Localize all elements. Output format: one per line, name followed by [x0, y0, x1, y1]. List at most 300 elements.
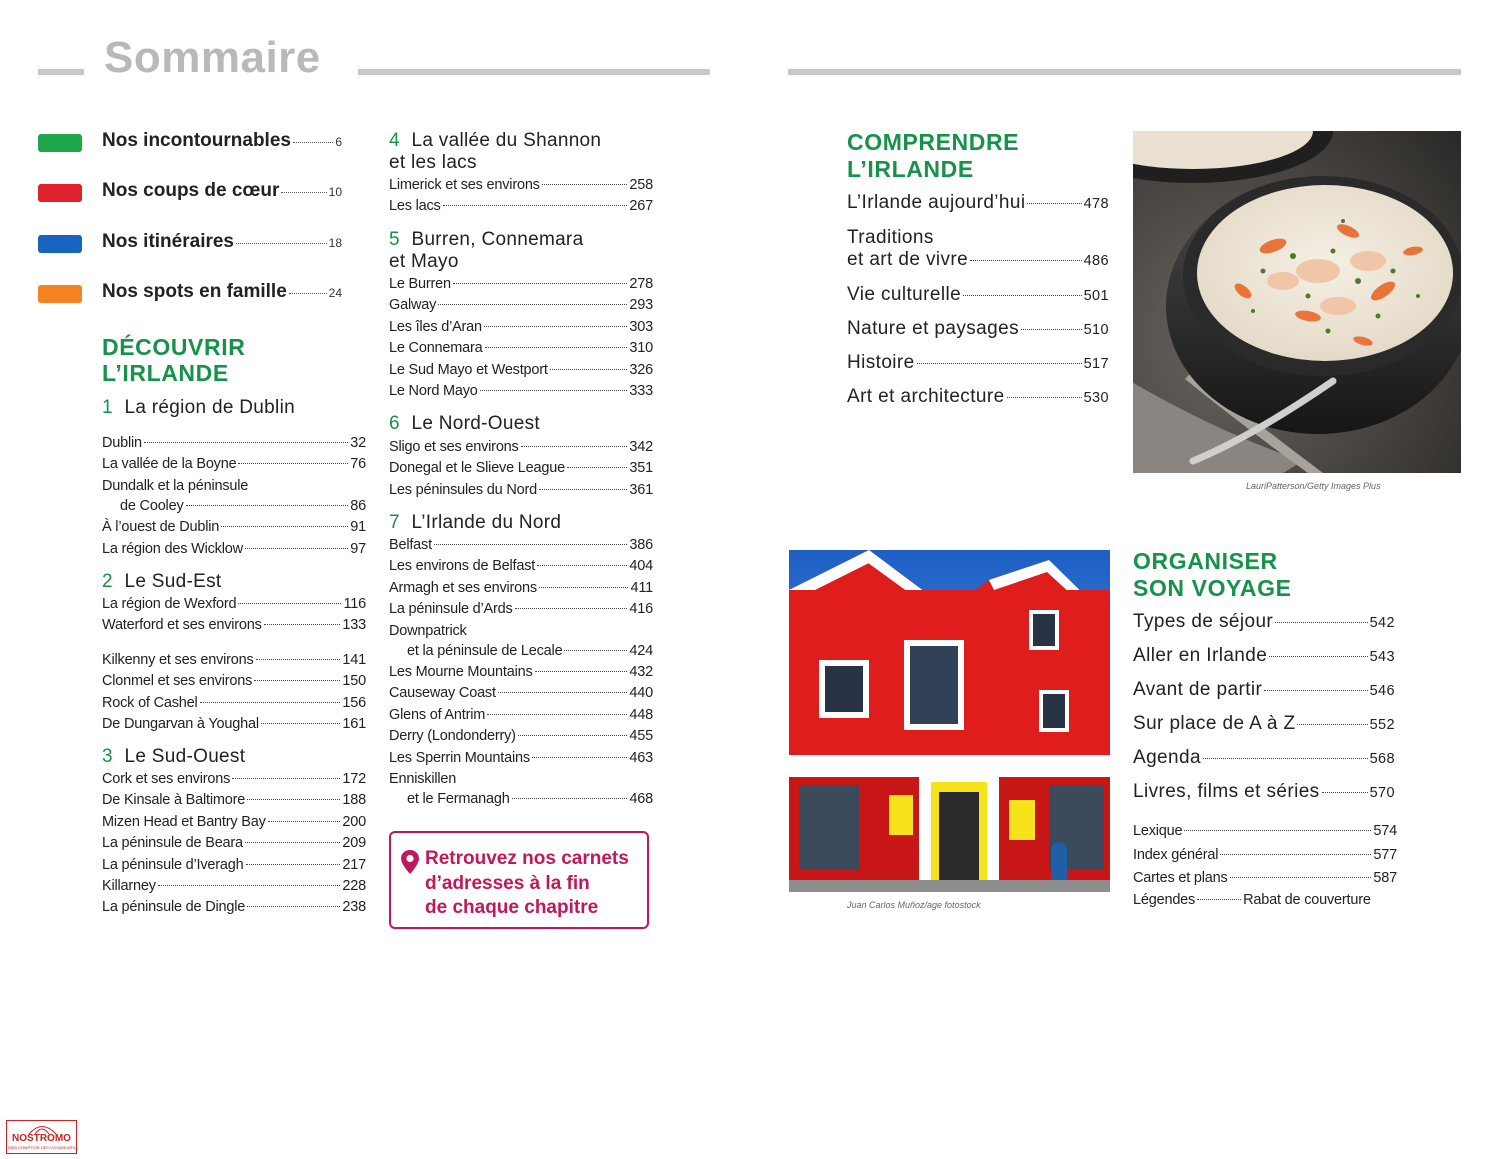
toc-entry[interactable]: [389, 317, 653, 338]
toc-entry[interactable]: [389, 578, 653, 599]
toc-label: Légendes: [1133, 892, 1196, 908]
chapter-number: 6: [389, 413, 400, 434]
toc-label: La région des Wicklow: [102, 540, 243, 557]
toc-page: 468: [629, 790, 653, 807]
toc-label: Agenda: [1133, 747, 1201, 768]
chapter-5-title[interactable]: [389, 229, 583, 273]
dot-leader: [293, 142, 333, 143]
dot-leader: [247, 799, 340, 800]
photo-credit-top: LauriPatterson/Getty Images Plus: [1246, 481, 1381, 491]
chapter-label: et les lacs: [389, 152, 477, 173]
red-swatch: [38, 184, 82, 202]
dot-leader: [268, 821, 341, 822]
toc-entry[interactable]: [389, 458, 653, 479]
toc-label: Les Sperrin Mountains: [389, 749, 530, 766]
toc-label: Kilkenny et ses environs: [102, 652, 254, 668]
toc-entry[interactable]: [389, 274, 653, 295]
chapter-4-title[interactable]: [389, 130, 601, 174]
chowder-photo: [1133, 131, 1461, 473]
dot-leader: [970, 260, 1081, 261]
toc-page: 546: [1369, 683, 1395, 699]
dot-leader: [535, 671, 628, 672]
toc-entry[interactable]: [389, 338, 653, 359]
dot-leader: [564, 650, 627, 651]
toc-page: 228: [342, 877, 366, 894]
toc-label: De Kinsale à Baltimore: [102, 792, 246, 809]
toc-entry[interactable]: [102, 454, 366, 475]
toc-entry[interactable]: [1133, 867, 1397, 889]
dot-leader: [512, 798, 628, 799]
toc-entry[interactable]: [102, 769, 366, 790]
toc-label: Histoire: [847, 352, 915, 373]
toc-page: 238: [342, 899, 366, 916]
highlight-label: Nos itinéraires: [102, 231, 234, 252]
toc-entry[interactable]: [102, 594, 366, 615]
chapter-1-list: [102, 433, 366, 560]
toc-label: Livres, films et séries: [1133, 781, 1320, 802]
chapter-number: 4: [389, 130, 400, 151]
toc-entry[interactable]: [389, 175, 653, 196]
toc-entry[interactable]: [847, 284, 1109, 318]
toc-label: Cork et ses environs: [102, 771, 231, 787]
toc-label: Belfast: [389, 537, 432, 553]
toc-entry[interactable]: [389, 769, 653, 789]
section-title-line: L’IRLANDE: [102, 360, 229, 386]
highlight-page: 10: [328, 185, 342, 199]
orange-swatch: [38, 285, 82, 303]
toc-page: 267: [629, 198, 653, 215]
dot-leader: [487, 714, 627, 715]
photo-credit-bottom: Juan Carlos Muñoz/age fotostock: [847, 900, 981, 910]
toc-label: Art et architecture: [847, 386, 1005, 407]
chapter-number: 5: [389, 229, 400, 250]
dot-leader: [532, 757, 628, 758]
toc-label: La péninsule d’Ards: [389, 601, 513, 618]
toc-page: 386: [629, 537, 653, 553]
toc-page: 486: [1083, 253, 1109, 269]
toc-page: 510: [1083, 322, 1109, 338]
section-title-line: DÉCOUVRIR: [102, 334, 246, 360]
toc-label: Nature et paysages: [847, 318, 1019, 339]
toc-label: et la péninsule de Lecale: [407, 642, 563, 659]
toc-label: Les péninsules du Nord: [389, 481, 537, 498]
toc-entry[interactable]: [389, 726, 653, 747]
toc-page: 478: [1083, 196, 1109, 212]
section-title-comprendre: [847, 129, 1019, 183]
chapter-label: Burren, Connemara: [411, 229, 584, 250]
toc-entry[interactable]: [102, 517, 366, 538]
chapter-label: L’Irlande du Nord: [411, 512, 562, 533]
toc-entry[interactable]: [102, 855, 366, 876]
toc-page: 258: [629, 177, 653, 193]
toc-entry[interactable]: [1133, 713, 1395, 747]
toc-label: Le Burren: [389, 276, 451, 292]
toc-entry[interactable]: [102, 812, 366, 833]
toc-page: 91: [350, 519, 366, 536]
dot-leader: [539, 489, 627, 490]
logo-name: NOSTROMO: [12, 1133, 71, 1144]
toc-label: L’Irlande aujourd’hui: [847, 192, 1026, 213]
dot-leader: [1297, 724, 1367, 725]
chapter-3-title[interactable]: [102, 746, 245, 768]
toc-page: 32: [350, 435, 366, 451]
dot-leader: [281, 192, 326, 193]
toc-label: et art de vivre: [847, 249, 969, 270]
toc-label: Sligo et ses environs: [389, 439, 519, 455]
chapter-7-title[interactable]: [389, 512, 561, 534]
blue-swatch: [38, 235, 82, 253]
section-title-organiser: [1133, 548, 1292, 602]
toc-entry[interactable]: [847, 249, 1109, 284]
toc-entry[interactable]: [1133, 747, 1395, 781]
toc-page: 432: [629, 663, 653, 680]
toc-entry[interactable]: [102, 714, 366, 735]
dot-leader: [1275, 622, 1367, 623]
toc-label: La péninsule de Beara: [102, 835, 243, 852]
toc-page: 530: [1083, 390, 1109, 406]
highlight-label: Nos spots en famille: [102, 281, 287, 302]
toc-page: 416: [629, 601, 653, 618]
toc-page: 116: [343, 596, 366, 612]
toc-label: Rock of Cashel: [102, 694, 198, 711]
toc-label: Mizen Head et Bantry Bay: [102, 813, 266, 830]
toc-label: Sur place de A à Z: [1133, 713, 1296, 734]
comprendre-list: [847, 192, 1109, 420]
toc-entry[interactable]: [1133, 781, 1395, 815]
highlight-page: 6: [335, 135, 342, 149]
chapter-number: 3: [102, 746, 113, 767]
toc-page: 361: [629, 481, 653, 498]
dot-leader: [261, 723, 341, 724]
highlight-page: 18: [328, 236, 342, 250]
toc-entry[interactable]: [389, 748, 653, 769]
toc-entry[interactable]: [847, 352, 1109, 386]
chapter-2-title[interactable]: [102, 571, 221, 593]
toc-page: 76: [350, 456, 366, 473]
dot-leader: [518, 735, 628, 736]
chapter-label: La vallée du Shannon: [411, 130, 602, 151]
toc-label: Les îles d’Aran: [389, 318, 482, 335]
toc-entry[interactable]: [389, 599, 653, 620]
dot-leader: [539, 587, 629, 588]
dot-leader: [1269, 656, 1367, 657]
toc-entry[interactable]: [389, 683, 653, 704]
map-pin-icon: [400, 849, 420, 875]
notice-line: de chaque chapitre: [425, 897, 599, 918]
section-title-line: SON VOYAGE: [1133, 575, 1292, 601]
section-title-line: COMPRENDRE: [847, 129, 1020, 155]
chapter-3-list: [102, 769, 366, 919]
toc-page: 333: [629, 382, 653, 399]
toc-entry[interactable]: [1133, 889, 1397, 911]
header-rule-right: [788, 69, 1461, 75]
toc-entry[interactable]: [102, 671, 366, 692]
toc-label: Cartes et plans: [1133, 870, 1228, 886]
toc-page: 217: [342, 856, 366, 873]
toc-entry[interactable]: [389, 662, 653, 683]
chapter-label: Le Nord-Ouest: [411, 413, 540, 434]
toc-page: 97: [350, 540, 366, 557]
highlight-spots-famille[interactable]: [38, 281, 358, 307]
toc-entry[interactable]: [102, 539, 366, 560]
red-building-illustration: [789, 550, 1110, 892]
dot-leader: [1220, 854, 1371, 855]
dot-leader: [158, 885, 341, 886]
toc-entry[interactable]: [102, 650, 366, 671]
dot-leader: [498, 692, 628, 693]
toc-label: Types de séjour: [1133, 611, 1274, 632]
dot-leader: [480, 390, 628, 391]
toc-label: Les lacs: [389, 198, 441, 215]
dot-leader: [542, 184, 628, 185]
toc-entry[interactable]: [389, 196, 653, 217]
dot-leader: [236, 243, 327, 244]
toc-label: À l’ouest de Dublin: [102, 519, 220, 536]
highlight-incontournables[interactable]: [38, 130, 358, 156]
dot-leader: [917, 363, 1082, 364]
dot-leader: [1007, 397, 1082, 398]
dot-leader: [1027, 203, 1081, 204]
toc-entry[interactable]: [102, 897, 366, 918]
toc-page: 209: [342, 835, 366, 852]
chapter-label: Le Sud-Est: [124, 571, 222, 592]
dot-leader: [264, 624, 341, 625]
dot-leader: [434, 544, 627, 545]
toc-label: La péninsule de Dingle: [102, 899, 246, 916]
toc-label: Derry (Londonderry): [389, 728, 516, 745]
toc-entry[interactable]: [389, 480, 653, 501]
toc-page: 577: [1373, 847, 1397, 863]
toc-page: 278: [629, 276, 653, 292]
section-title-decouvrir: [102, 334, 245, 386]
address-notice-box: [389, 831, 649, 929]
toc-page: 587: [1373, 870, 1397, 886]
toc-entry[interactable]: [389, 535, 653, 556]
dot-leader: [232, 778, 340, 779]
chapter-number: 7: [389, 512, 400, 533]
dot-leader: [438, 304, 627, 305]
toc-entry[interactable]: [102, 496, 366, 517]
toc-page: 574: [1373, 823, 1397, 839]
toc-page: 568: [1369, 751, 1395, 767]
toc-entry[interactable]: [389, 437, 653, 458]
toc-page: 517: [1083, 356, 1109, 372]
organiser-list: [1133, 611, 1395, 815]
dot-leader: [1021, 329, 1082, 330]
toc-entry[interactable]: [847, 386, 1109, 420]
toc-page: 342: [629, 439, 653, 455]
toc-page: 424: [629, 642, 653, 659]
toc-page: 141: [342, 652, 366, 668]
toc-entry[interactable]: [389, 705, 653, 726]
chapter-5-list: [389, 274, 653, 402]
toc-label: Les Mourne Mountains: [389, 663, 533, 680]
chapter-number: 1: [102, 397, 113, 418]
header-rule-left: [38, 69, 84, 75]
toc-entry[interactable]: [102, 790, 366, 811]
toc-page: 463: [629, 749, 653, 766]
chapter-4-list: [389, 175, 653, 218]
toc-label: Le Nord Mayo: [389, 382, 478, 399]
toc-entry[interactable]: [102, 876, 366, 897]
dot-leader: [247, 906, 340, 907]
toc-label: Waterford et ses environs: [102, 617, 262, 634]
dot-leader: [221, 526, 348, 527]
chapter-6-list: [389, 437, 653, 501]
toc-label: Dundalk et la péninsule: [102, 477, 249, 494]
toc-entry[interactable]: [847, 318, 1109, 352]
toc-entry[interactable]: [847, 192, 1109, 227]
toc-page: 440: [629, 685, 653, 702]
toc-label: Galway: [389, 297, 437, 314]
chapter-2-list-a: [102, 594, 366, 637]
toc-label: Dublin: [102, 435, 142, 451]
toc-entry[interactable]: [1133, 679, 1395, 713]
dot-leader: [521, 446, 628, 447]
toc-entry[interactable]: [389, 360, 653, 381]
toc-label: Le Sud Mayo et Westport: [389, 361, 548, 378]
toc-label: Glens of Antrim: [389, 706, 486, 723]
dot-leader: [1203, 758, 1368, 759]
toc-page: 570: [1369, 785, 1395, 801]
toc-page: Rabat de couverture: [1243, 892, 1371, 908]
chapter-label: Le Sud-Ouest: [124, 746, 246, 767]
highlight-label: Nos incontournables: [102, 130, 291, 151]
toc-label: Vie culturelle: [847, 284, 962, 305]
toc-entry[interactable]: [389, 641, 653, 662]
toc-page: 310: [629, 340, 653, 357]
chapter-label: La région de Dublin: [124, 397, 295, 418]
toc-label: De Dungarvan à Youghal: [102, 716, 259, 733]
toc-page: 411: [630, 579, 653, 596]
toc-page: 303: [629, 318, 653, 335]
toc-entry[interactable]: [102, 833, 366, 854]
highlight-page: 24: [328, 286, 342, 300]
chapter-1-title[interactable]: [102, 397, 295, 419]
toc-entry[interactable]: [102, 476, 366, 496]
dot-leader: [200, 702, 341, 703]
dot-leader: [1264, 690, 1367, 691]
toc-label: Avant de partir: [1133, 679, 1263, 700]
dot-leader: [484, 326, 627, 327]
chowder-illustration: [1133, 131, 1461, 473]
chapter-6-title[interactable]: [389, 413, 540, 435]
toc-page: 543: [1369, 649, 1395, 665]
toc-label: Enniskillen: [389, 770, 457, 787]
toc-label: Aller en Irlande: [1133, 645, 1268, 666]
dot-leader: [256, 659, 341, 660]
highlight-label: Nos coups de cœur: [102, 180, 280, 201]
toc-label: Limerick et ses environs: [389, 177, 540, 193]
dot-leader: [245, 842, 340, 843]
toc-page: 86: [350, 497, 366, 514]
toc-label: La région de Wexford: [102, 596, 237, 612]
toc-label: Clonmel et ses environs: [102, 673, 253, 690]
toc-entry[interactable]: [1133, 843, 1397, 867]
toc-label: Donegal et le Slieve League: [389, 460, 565, 477]
toc-page: 552: [1369, 717, 1395, 733]
toc-entry[interactable]: [389, 381, 653, 402]
chapter-number: 2: [102, 571, 113, 592]
toc-page: 404: [629, 558, 653, 575]
header-rule-middle: [358, 69, 710, 75]
toc-entry[interactable]: [1133, 611, 1395, 645]
organiser-small-list: [1133, 819, 1397, 911]
toc-page: 326: [629, 361, 653, 378]
toc-label: Lexique: [1133, 823, 1183, 839]
dot-leader: [238, 603, 341, 604]
red-building-photo: [789, 550, 1110, 892]
notice-line: Retrouvez nos carnets: [425, 848, 629, 869]
toc-label: Les environs de Belfast: [389, 558, 536, 575]
dot-leader: [1197, 899, 1241, 900]
toc-label: Traditions: [847, 227, 934, 248]
dot-leader: [1230, 877, 1372, 878]
toc-entry[interactable]: [389, 789, 653, 810]
chapter-7-list: [389, 535, 653, 810]
toc-label: Causeway Coast: [389, 685, 496, 702]
highlight-coups-de-coeur[interactable]: [38, 180, 358, 206]
toc-page: 293: [629, 297, 653, 314]
toc-label: Le Connemara: [389, 340, 483, 357]
toc-entry[interactable]: [102, 615, 366, 636]
green-swatch: [38, 134, 82, 152]
toc-label: et le Fermanagh: [407, 790, 510, 807]
nostromo-logo: [6, 1120, 77, 1154]
logo-subtitle: WEB COMPTOIR DES VOYAGEURS: [7, 1145, 76, 1150]
toc-entry[interactable]: [389, 295, 653, 316]
toc-label: Downpatrick: [389, 622, 467, 639]
toc-entry[interactable]: [389, 621, 653, 641]
toc-label: La vallée de la Boyne: [102, 456, 237, 473]
toc-label: La péninsule d’Iveragh: [102, 856, 244, 873]
toc-entry[interactable]: [847, 227, 1109, 249]
toc-entry[interactable]: [389, 556, 653, 577]
toc-page: 501: [1083, 288, 1109, 304]
toc-label: Index général: [1133, 847, 1219, 863]
toc-entry[interactable]: [102, 693, 366, 714]
dot-leader: [537, 565, 627, 566]
dot-leader: [1184, 830, 1371, 831]
highlight-itineraires[interactable]: [38, 231, 358, 257]
toc-page: 188: [342, 792, 366, 809]
dot-leader: [1322, 792, 1368, 793]
dot-leader: [443, 205, 628, 206]
dot-leader: [238, 463, 348, 464]
toc-entry[interactable]: [102, 433, 366, 454]
toc-page: 172: [342, 771, 366, 787]
dot-leader: [245, 548, 348, 549]
toc-page: 455: [629, 728, 653, 745]
dot-leader: [515, 608, 628, 609]
toc-page: 150: [342, 673, 366, 690]
chapter-label: et Mayo: [389, 251, 459, 272]
dot-leader: [567, 467, 627, 468]
toc-page: 200: [342, 813, 366, 830]
dot-leader: [963, 295, 1082, 296]
dot-leader: [144, 442, 348, 443]
dot-leader: [289, 293, 327, 294]
page-title: Sommaire: [104, 33, 321, 82]
toc-page: 156: [342, 694, 366, 711]
dot-leader: [186, 505, 349, 506]
toc-label: Armagh et ses environs: [389, 579, 537, 596]
toc-entry[interactable]: [1133, 819, 1397, 843]
toc-entry[interactable]: [1133, 645, 1395, 679]
section-title-line: ORGANISER: [1133, 548, 1278, 574]
toc-label: de Cooley: [120, 497, 184, 514]
toc-page: 133: [342, 617, 366, 634]
